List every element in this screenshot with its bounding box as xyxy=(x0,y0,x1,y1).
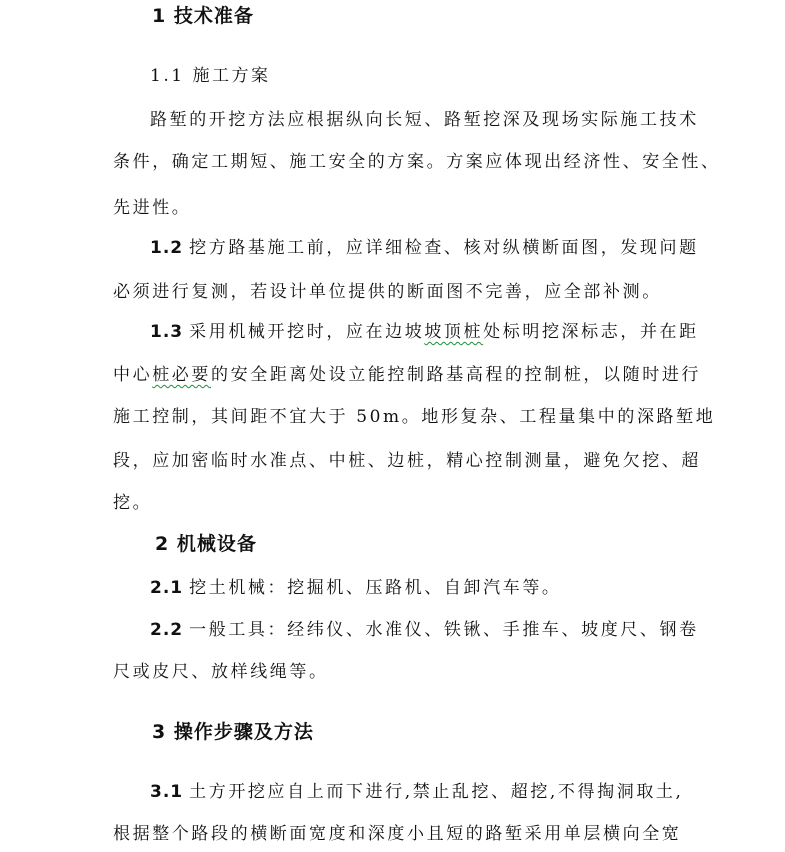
paragraph-line xyxy=(150,618,699,642)
subsection-title-1-1: 1.1 施工方案 xyxy=(150,66,271,86)
item-text: 土方开挖应自上而下进行,禁止乱挖、超挖,不得掏洞取土, xyxy=(189,782,684,802)
paragraph-line xyxy=(150,576,562,600)
paragraph-line: 条件，确定工期短、施工安全的方案。方案应体现出经济性、安全性、 xyxy=(113,152,721,172)
item-number: 2.2 xyxy=(150,620,184,640)
item-number: 3.1 xyxy=(150,782,184,802)
item-text: 中心 xyxy=(113,365,153,385)
spellcheck-underline: 桩必要 xyxy=(152,365,212,385)
paragraph-line: 段，应加密临时水准点、中桩、边桩，精心控制测量，避免欠挖、超 xyxy=(113,451,701,471)
section-heading-2: 2 机械设备 xyxy=(155,533,257,555)
paragraph-line: 施工控制，其间距不宜大于 50m。地形复杂、工程量集中的深路堑地 xyxy=(113,407,716,427)
paragraph-line: 尺或皮尺、放样线绳等。 xyxy=(113,662,329,682)
item-text: 处标明挖深标志，并在距 xyxy=(483,322,699,342)
paragraph-line xyxy=(113,363,701,387)
paragraph-line: 必须进行复测，若设计单位提供的断面图不完善，应全部补测。 xyxy=(113,282,662,302)
item-text: 的安全距离处设立能控制路基高程的控制桩，以随时进行 xyxy=(211,365,702,385)
item-number: 1.2 xyxy=(150,238,184,258)
paragraph-line: 挖。 xyxy=(113,493,153,513)
spellcheck-underline: 坡顶桩 xyxy=(424,322,484,342)
item-text: 采用机械开挖时，应在边坡 xyxy=(189,322,425,342)
item-number: 1.3 xyxy=(150,322,184,342)
item-text: 挖方路基施工前，应详细检查、核对纵横断面图，发现问题 xyxy=(189,238,699,258)
paragraph-line: 路堑的开挖方法应根据纵向长短、路堑挖深及现场实际施工技术 xyxy=(150,110,699,130)
paragraph-line: 先进性。 xyxy=(113,198,192,218)
item-text: 一般工具：经纬仪、水准仪、铁锹、手推车、坡度尺、钢卷 xyxy=(189,620,699,640)
paragraph-line xyxy=(150,780,684,804)
paragraph-line xyxy=(150,320,699,344)
section-heading-1: 1 技术准备 xyxy=(152,5,254,27)
paragraph-line: 根据整个路段的横断面宽度和深度小且短的路堑采用单层横向全宽 xyxy=(113,824,682,844)
item-number: 2.1 xyxy=(150,578,184,598)
section-heading-3: 3 操作步骤及方法 xyxy=(152,721,314,743)
item-text: 挖土机械：挖掘机、压路机、自卸汽车等。 xyxy=(189,578,562,598)
paragraph-line xyxy=(150,236,699,260)
